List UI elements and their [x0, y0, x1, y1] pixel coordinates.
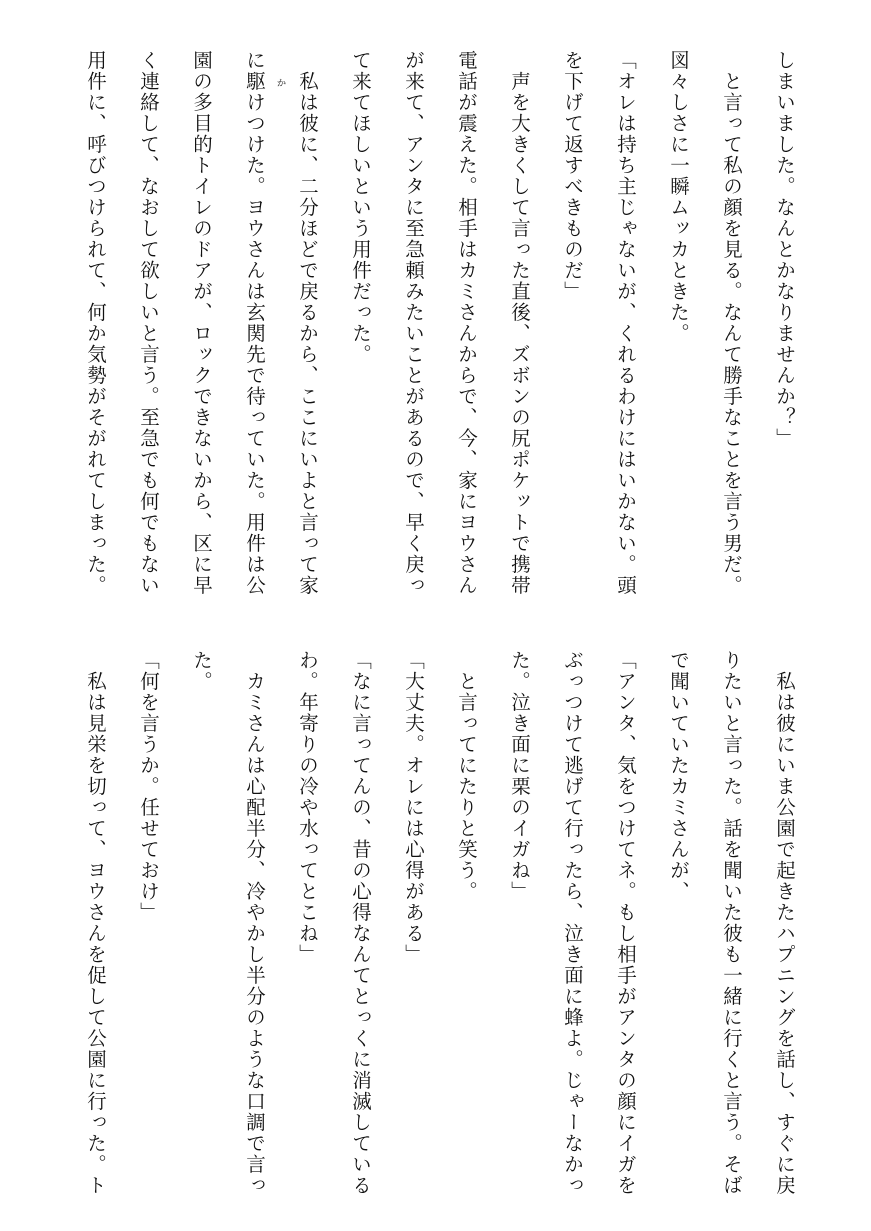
text-line: と言って私の顔を見る。なんて勝手なことを言う男だ。	[720, 50, 743, 596]
text-line: が来て、アンタに至急頼みたいことがあるので、早く戻っ	[402, 50, 425, 596]
text-line: 私は彼にいま公園で起きたハプニングを話し、すぐに戻	[773, 650, 796, 1196]
text-line: て来てほしいという用件だった。	[349, 50, 372, 365]
text-line: で聞いていたカミさんが、	[667, 650, 690, 902]
text-line: りたいと言った。話を聞いた彼も一緒に行くと言う。そば	[720, 650, 743, 1196]
text-line: と言ってにたりと笑う。	[455, 650, 478, 902]
text-line: 園の多目的トイレのドアが、ロックできないから、区に早	[190, 50, 213, 596]
text-line: 「なに言ってんの、昔の心得なんてとっくに消滅している	[349, 650, 372, 1196]
text-line: 声を大きくして言った直後、ズボンの尻ポケットで携帯	[508, 50, 531, 596]
text-line: わ。年寄りの冷や水ってとこね」	[296, 650, 319, 965]
text-line: く連絡して、なおして欲しいと言う。至急でも何でもない	[137, 50, 160, 596]
text-line: 私は見栄を切って、ヨウさんを促して公園に行った。ト	[84, 650, 107, 1196]
text-line: 用件に、呼びつけられて、何か気勢がそがれてしまった。	[84, 50, 107, 596]
text-line: を下げて返すべきものだ」	[561, 50, 584, 302]
upper-text-block	[69, 50, 811, 595]
text-line: た。	[190, 650, 213, 692]
text-line: 私は彼に、二分ほどで戻るから、ここにいよと言って家	[296, 50, 319, 596]
text-line: に駆けつけた。ヨウさんは玄関先で待っていた。用件は公	[243, 50, 266, 596]
text-line: 「何を言うか。任せておけ」	[137, 650, 160, 923]
text-line: カミさんは心配半分、冷やかし半分のような口調で言っ	[243, 650, 266, 1196]
lower-text-block	[69, 650, 811, 1196]
text-line: 「アンタ、気をつけてネ。もし相手がアンタの顔にイガを	[614, 650, 637, 1196]
text-line: 電話が震えた。相手はカミさんからで、今、家にヨウさん	[455, 50, 478, 596]
text-line: 「大丈夫。オレには心得がある」	[402, 650, 425, 965]
text-line: ぶっつけて逃げて行ったら、泣き面に蜂よ。じゃーなかっ	[561, 650, 584, 1196]
text-line: 図々しさに一瞬ムッカときた。	[667, 50, 690, 344]
text-line: 「オレは持ち主じゃないが、くれるわけにはいかない。頭	[614, 50, 637, 596]
furigana-ruby: か	[277, 79, 287, 89]
text-line: しまいました。なんとかなりませんか？」	[773, 50, 796, 449]
text-line: た。泣き面に栗のイガね」	[508, 650, 531, 902]
